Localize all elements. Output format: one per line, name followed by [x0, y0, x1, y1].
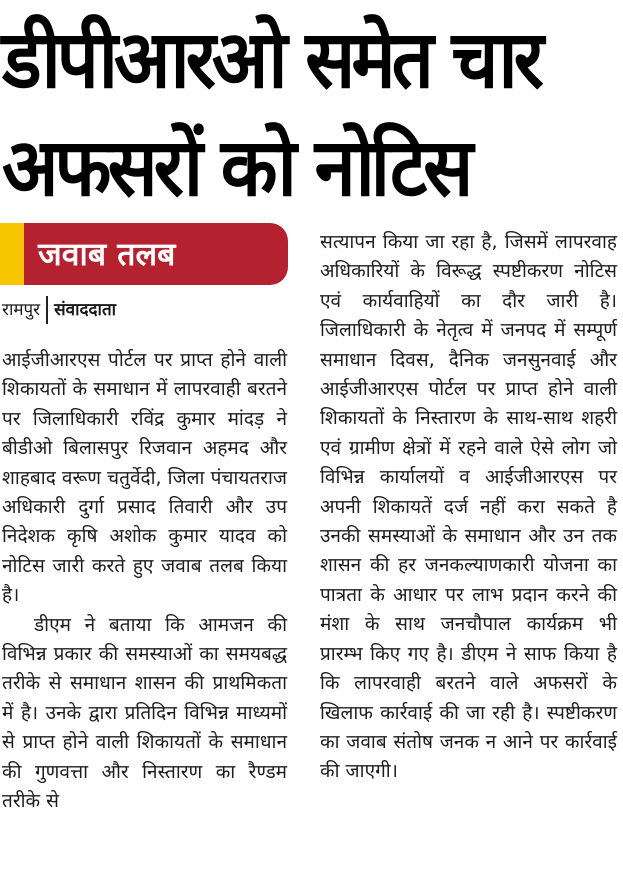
kicker-accent-stripe [0, 223, 24, 285]
article-column-right [320, 228, 617, 787]
byline-reporter: संवाददाता [54, 300, 117, 320]
kicker-label: जवाब तलब [24, 223, 288, 285]
kicker-banner [0, 223, 288, 285]
article-column-left [2, 346, 287, 817]
headline-line-2: अफसरों को नोटिस [2, 121, 470, 215]
byline [2, 294, 116, 326]
byline-place: रामपुर [2, 300, 41, 320]
article-paragraph: डीएम ने बताया कि आमजन की विभिन्न प्रकार की समस्याओं का समयबद्ध तरीके से समाधान शासन की प्राथमिकता में है। उनके द्वारा प्रतिदिन विभिन्न माध्यमों से प्राप्त होने वाली शिकायतों के समाधान की गुणवत्ता और निस्तारण का रैण्डम तरीके से [2, 613, 287, 813]
byline-divider [46, 296, 48, 324]
article-paragraph: आईजीआरएस पोर्टल पर प्राप्त होने वाली शिकायतों के समाधान में लापरवाही बरतने पर जिलाधिकारी रविंद्र कुमार मांदड़ ने बीडीओ बिलासपुर रिजवान अहमद और शाहबाद वरूण चतुर्वेदी, जिला पंचायतराज अधिकारी दुर्गा प्रसाद तिवारी और उप निदेशक कृषि अशोक कुमार यादव को नोटिस जारी करते हुए जवाब तलब किया है। [2, 349, 287, 607]
headline-line-1: डीपीआरओ समेत चार [2, 13, 540, 107]
article-paragraph: सत्यापन किया जा रहा है, जिसमें लापरवाह अधिकारियों के विरूद्ध स्पष्टीकरण नोटिस एवं कार्यवाहियों का दौर जारी है। जिलाधिकारी के नेतृत्व में जनपद में सम्पूर्ण समाधान दिवस, दैनिक जनसुनवाई और आईजीआरएस पोर्टल पर प्राप्त होने वाली शिकायतों के निस्तारण के साथ-साथ शहरी एवं ग्रामीण क्षेत्रों में रहने वाले ऐसे लोग जो विभिन्न कार्यालयों व आईजीआरएस पर अपनी शिकायतें दर्ज नहीं करा सकते है उनकी समस्याओं के समाधान और उन तक शासन की हर जनकल्याणकारी योजना का पात्रता के आधार पर लाभ प्रदान करने की मंशा के साथ जनचौपाल कार्यक्रम भी प्रारम्भ किए गए है। डीएम ने साफ किया है कि लापरवाही बरतने वाले अफसरों के खिलाफ कार्रवाई की जा रही है। स्पष्टीकरण का जवाब संतोष जनक न आने पर कार्रवाई की जाएगी। [320, 231, 617, 783]
headline [2, 6, 622, 222]
